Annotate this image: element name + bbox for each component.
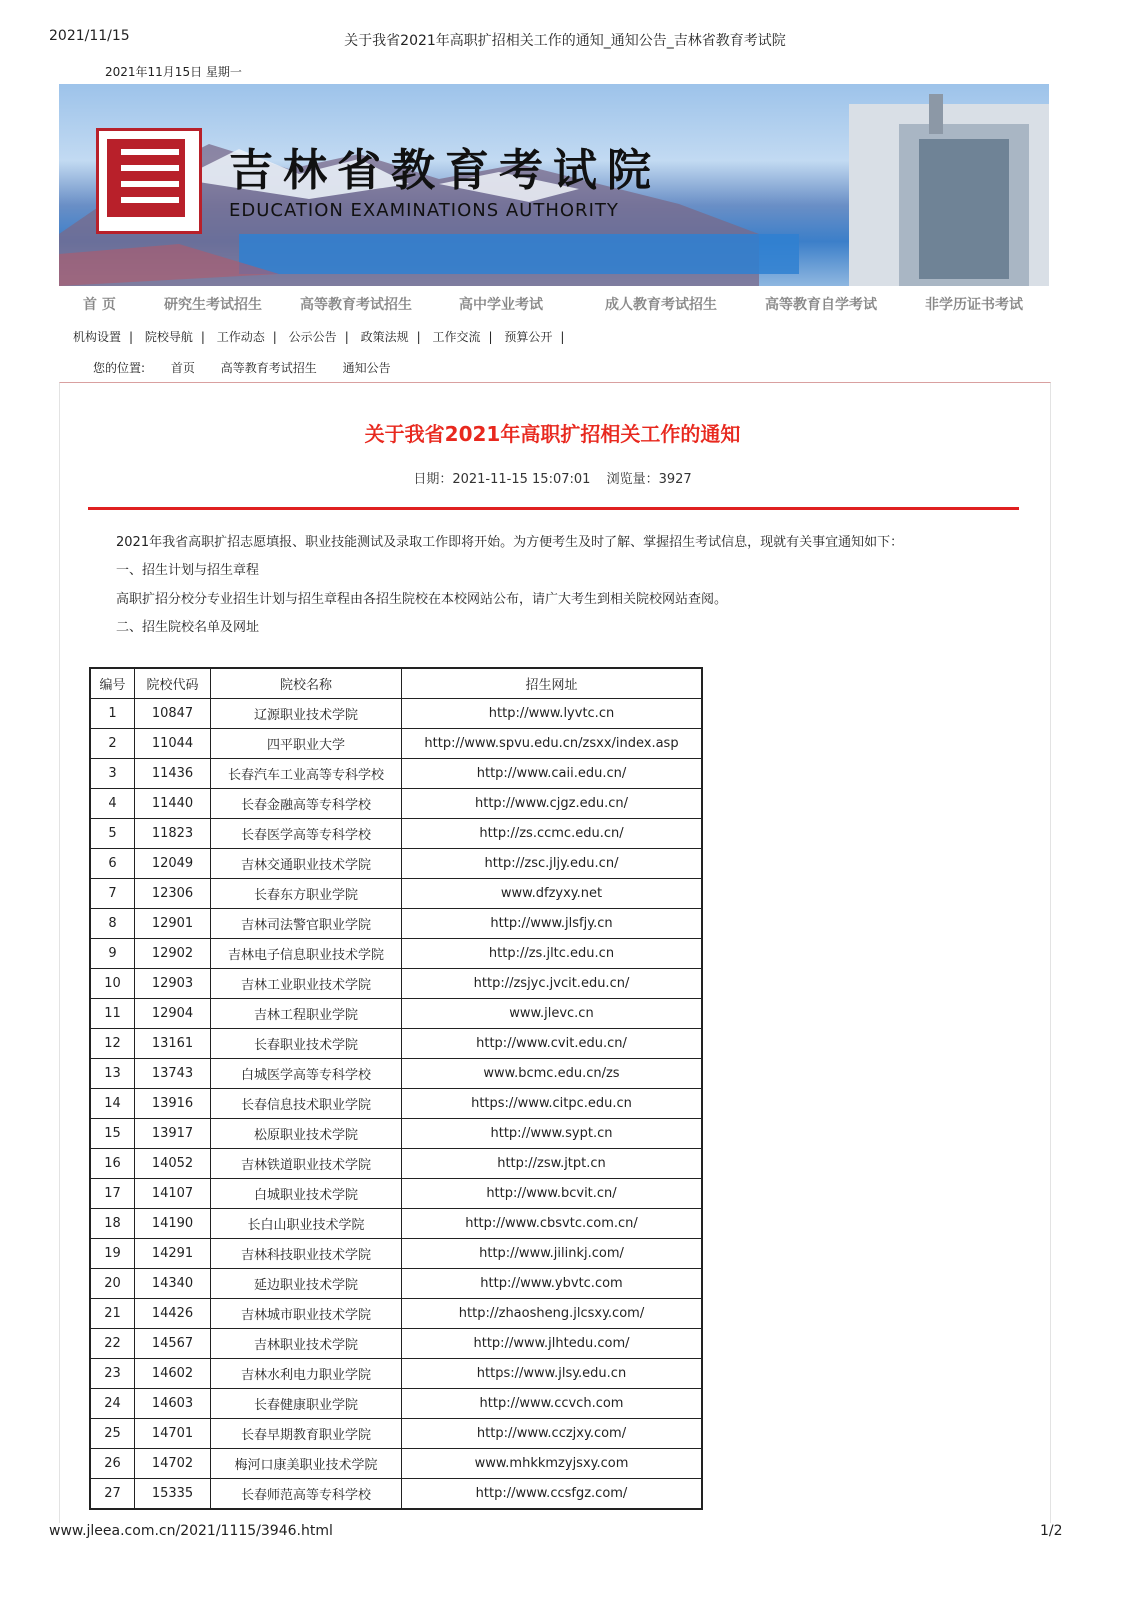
table-row <box>90 1269 702 1299</box>
cell-number: 12 <box>90 1029 135 1059</box>
cell-website[interactable]: http://zs.ccmc.edu.cn/ <box>402 819 703 849</box>
cell-code: 13917 <box>135 1119 211 1149</box>
cell-website[interactable]: http://www.cczjxy.com/ <box>402 1419 703 1449</box>
article-heading-1: 一、招生计划与招生章程 <box>116 563 260 578</box>
cell-school-name: 吉林司法警官职业学院 <box>211 909 402 939</box>
cell-number: 22 <box>90 1329 135 1359</box>
cell-code: 12903 <box>135 969 211 999</box>
subnav-news[interactable]: 工作动态 <box>216 330 265 344</box>
cell-website[interactable]: www.bcmc.edu.cn/zs <box>402 1059 703 1089</box>
cell-number: 27 <box>90 1479 135 1510</box>
cell-code: 11436 <box>135 759 211 789</box>
cell-website[interactable]: www.dfzyxy.net <box>402 879 703 909</box>
cell-website[interactable]: www.jlevc.cn <box>402 999 703 1029</box>
table-row <box>90 1389 702 1419</box>
cell-number: 2 <box>90 729 135 759</box>
cell-number: 6 <box>90 849 135 879</box>
cell-number: 13 <box>90 1059 135 1089</box>
table-row <box>90 789 702 819</box>
cell-school-name: 四平职业大学 <box>211 729 402 759</box>
site-english-name: EDUCATION EXAMINATIONS AUTHORITY <box>229 200 619 221</box>
breadcrumb-section[interactable]: 高等教育考试招生 <box>220 361 317 375</box>
table-row <box>90 1119 702 1149</box>
cell-number: 26 <box>90 1449 135 1479</box>
cell-number: 24 <box>90 1389 135 1419</box>
table-row <box>90 759 702 789</box>
nav-certificate[interactable]: 非学历证书考试 <box>925 297 1023 313</box>
cell-school-name: 吉林城市职业技术学院 <box>211 1299 402 1329</box>
cell-number: 21 <box>90 1299 135 1329</box>
table-row <box>90 1209 702 1239</box>
article-title: 关于我省2021年高职扩招相关工作的通知 <box>364 422 741 446</box>
cell-school-name: 吉林水利电力职业学院 <box>211 1359 402 1389</box>
cell-code: 14052 <box>135 1149 211 1179</box>
cell-website[interactable]: www.mhkkmzyjsxy.com <box>402 1449 703 1479</box>
table-row <box>90 849 702 879</box>
table-row <box>90 1419 702 1449</box>
nav-adult-education[interactable]: 成人教育考试招生 <box>605 297 717 313</box>
header-code: 院校代码 <box>135 668 211 699</box>
cell-code: 14702 <box>135 1449 211 1479</box>
cell-code: 12306 <box>135 879 211 909</box>
cell-website[interactable]: http://www.ccsfgz.com/ <box>402 1479 703 1510</box>
cell-number: 17 <box>90 1179 135 1209</box>
cell-school-name: 松原职业技术学院 <box>211 1119 402 1149</box>
print-footer-url: www.jleea.com.cn/2021/1115/3946.html <box>49 1523 333 1539</box>
print-date: 2021/11/15 <box>49 28 130 44</box>
cell-code: 13743 <box>135 1059 211 1089</box>
cell-school-name: 长春信息技术职业学院 <box>211 1089 402 1119</box>
cell-school-name: 长春汽车工业高等专科学校 <box>211 759 402 789</box>
cell-code: 13916 <box>135 1089 211 1119</box>
current-date: 2021年11月15日 星期一 <box>105 65 242 79</box>
cell-number: 7 <box>90 879 135 909</box>
cell-website[interactable]: http://www.lyvtc.cn <box>402 699 703 729</box>
cell-code: 13161 <box>135 1029 211 1059</box>
cell-code: 14701 <box>135 1419 211 1449</box>
site-logo[interactable] <box>96 128 202 234</box>
article-paragraph: 高职扩招分校分专业招生计划与招生章程由各招生院校在本校网站公布，请广大考生到相关院校网站查阅。 <box>116 592 728 607</box>
cell-number: 23 <box>90 1359 135 1389</box>
cell-school-name: 吉林铁道职业技术学院 <box>211 1149 402 1179</box>
cell-website[interactable]: http://www.jlhtedu.com/ <box>402 1329 703 1359</box>
cell-website[interactable]: http://zsw.jtpt.cn <box>402 1149 703 1179</box>
cell-website[interactable]: http://zs.jltc.edu.cn <box>402 939 703 969</box>
table-header-row <box>90 668 702 699</box>
cell-number: 8 <box>90 909 135 939</box>
cell-number: 25 <box>90 1419 135 1449</box>
article-paragraph: 2021年我省高职扩招志愿填报、职业技能测试及录取工作即将开始。为方便考生及时了解、掌握招生考试信息，现就有关事宜通知如下： <box>116 535 904 550</box>
cell-school-name: 长春职业技术学院 <box>211 1029 402 1059</box>
cell-website[interactable]: http://zsjyc.jvcit.edu.cn/ <box>402 969 703 999</box>
cell-school-name: 辽源职业技术学院 <box>211 699 402 729</box>
article-views: 浏览量：3927 <box>606 472 692 487</box>
cell-website[interactable]: http://www.spvu.edu.cn/zsxx/index.asp <box>402 729 703 759</box>
subnav-organization[interactable]: 机构设置 <box>73 330 122 344</box>
cell-website[interactable]: http://www.jlsfjy.cn <box>402 909 703 939</box>
table-row <box>90 1479 702 1510</box>
subnav-schools[interactable]: 院校导航 <box>144 330 193 344</box>
cell-code: 12901 <box>135 909 211 939</box>
print-page-title: 关于我省2021年高职扩招相关工作的通知_通知公告_吉林省教育考试院 <box>344 33 786 49</box>
cell-school-name: 吉林工业职业技术学院 <box>211 969 402 999</box>
cell-number: 19 <box>90 1239 135 1269</box>
cell-website[interactable]: http://www.cbsvtc.com.cn/ <box>402 1209 703 1239</box>
cell-code: 14426 <box>135 1299 211 1329</box>
cell-website[interactable]: http://www.bcvit.cn/ <box>402 1179 703 1209</box>
cell-website[interactable]: http://www.cjgz.edu.cn/ <box>402 789 703 819</box>
cell-code: 15335 <box>135 1479 211 1510</box>
breadcrumb-home[interactable]: 首页 <box>170 361 195 375</box>
cell-school-name: 吉林工程职业学院 <box>211 999 402 1029</box>
breadcrumb <box>93 359 413 376</box>
schools-table <box>89 667 703 1510</box>
cell-website[interactable]: http://www.cvit.edu.cn/ <box>402 1029 703 1059</box>
table-row <box>90 699 702 729</box>
cell-code: 11044 <box>135 729 211 759</box>
cell-school-name: 长春健康职业学院 <box>211 1389 402 1419</box>
cell-school-name: 长春东方职业学院 <box>211 879 402 909</box>
cell-website[interactable]: http://www.caii.edu.cn/ <box>402 759 703 789</box>
cell-number: 5 <box>90 819 135 849</box>
cell-code: 14190 <box>135 1209 211 1239</box>
cell-code: 12904 <box>135 999 211 1029</box>
cell-code: 12049 <box>135 849 211 879</box>
article-meta <box>0 468 1105 487</box>
table-row <box>90 1239 702 1269</box>
cell-code: 14567 <box>135 1329 211 1359</box>
nav-self-study[interactable]: 高等教育自学考试 <box>765 297 877 313</box>
nav-home[interactable]: 首 页 <box>83 297 116 313</box>
cell-website[interactable]: http://zsc.jljy.edu.cn/ <box>402 849 703 879</box>
cell-school-name: 白城医学高等专科学校 <box>211 1059 402 1089</box>
table-row <box>90 1029 702 1059</box>
cell-school-name: 吉林科技职业技术学院 <box>211 1239 402 1269</box>
cell-school-name: 长白山职业技术学院 <box>211 1209 402 1239</box>
print-page-number: 1/2 <box>1040 1523 1063 1539</box>
secondary-nav: 机构设置 | 院校导航 | 工作动态 | 公示公告 | 政策法规 | 工作交流 | 预算公开 | <box>73 330 565 344</box>
cell-school-name: 延边职业技术学院 <box>211 1269 402 1299</box>
cell-number: 11 <box>90 999 135 1029</box>
subnav-policies[interactable]: 政策法规 <box>360 330 409 344</box>
header-school-name: 院校名称 <box>211 668 402 699</box>
cell-code: 12902 <box>135 939 211 969</box>
nav-high-school[interactable]: 高中学业考试 <box>459 297 543 313</box>
cell-code: 14107 <box>135 1179 211 1209</box>
cell-number: 20 <box>90 1269 135 1299</box>
cell-number: 1 <box>90 699 135 729</box>
table-row <box>90 999 702 1029</box>
table-row <box>90 939 702 969</box>
cell-school-name: 吉林交通职业技术学院 <box>211 849 402 879</box>
header-website: 招生网址 <box>402 668 703 699</box>
cell-code: 14603 <box>135 1389 211 1419</box>
cell-school-name: 吉林职业技术学院 <box>211 1329 402 1359</box>
cell-school-name: 长春师范高等专科学校 <box>211 1479 402 1510</box>
table-row <box>90 879 702 909</box>
cell-number: 9 <box>90 939 135 969</box>
article-date: 日期：2021-11-15 15:07:01 <box>413 472 591 487</box>
nav-higher-education[interactable]: 高等教育考试招生 <box>300 297 412 313</box>
cell-code: 14602 <box>135 1359 211 1389</box>
table-row <box>90 1299 702 1329</box>
cell-code: 14291 <box>135 1239 211 1269</box>
cell-school-name: 长春医学高等专科学校 <box>211 819 402 849</box>
table-row <box>90 1179 702 1209</box>
table-row <box>90 909 702 939</box>
header-number: 编号 <box>90 668 135 699</box>
site-banner <box>59 84 1049 286</box>
table-row <box>90 1449 702 1479</box>
cell-number: 10 <box>90 969 135 999</box>
cell-code: 11823 <box>135 819 211 849</box>
table-row <box>90 819 702 849</box>
cell-number: 18 <box>90 1209 135 1239</box>
cell-number: 14 <box>90 1089 135 1119</box>
cell-code: 10847 <box>135 699 211 729</box>
cell-website[interactable]: http://www.jilinkj.com/ <box>402 1239 703 1269</box>
title-divider <box>88 507 1019 510</box>
cell-website[interactable]: http://zhaosheng.jlcsxy.com/ <box>402 1299 703 1329</box>
breadcrumb-category[interactable]: 通知公告 <box>342 361 391 375</box>
cell-website[interactable]: http://www.ybvtc.com <box>402 1269 703 1299</box>
subnav-budget[interactable]: 预算公开 <box>504 330 553 344</box>
table-row <box>90 969 702 999</box>
cell-school-name: 白城职业技术学院 <box>211 1179 402 1209</box>
cell-website[interactable]: http://www.sypt.cn <box>402 1119 703 1149</box>
subnav-exchange[interactable]: 工作交流 <box>432 330 481 344</box>
cell-number: 4 <box>90 789 135 819</box>
table-row <box>90 729 702 759</box>
article-heading-2: 二、招生院校名单及网址 <box>116 620 260 635</box>
breadcrumb-label: 您的位置: <box>93 361 146 375</box>
cell-school-name: 长春早期教育职业学院 <box>211 1419 402 1449</box>
site-name: 吉林省教育考试院 <box>229 145 661 196</box>
table-row <box>90 1089 702 1119</box>
table-row <box>90 1359 702 1389</box>
cell-code: 14340 <box>135 1269 211 1299</box>
table-row <box>90 1329 702 1359</box>
cell-number: 16 <box>90 1149 135 1179</box>
table-row <box>90 1149 702 1179</box>
cell-school-name: 吉林电子信息职业技术学院 <box>211 939 402 969</box>
cell-school-name: 梅河口康美职业技术学院 <box>211 1449 402 1479</box>
cell-number: 3 <box>90 759 135 789</box>
cell-school-name: 长春金融高等专科学校 <box>211 789 402 819</box>
cell-website[interactable]: https://www.jlsy.edu.cn <box>402 1359 703 1389</box>
cell-website[interactable]: http://www.ccvch.com <box>402 1389 703 1419</box>
primary-nav <box>59 294 1049 314</box>
subnav-announcements[interactable]: 公示公告 <box>288 330 337 344</box>
nav-graduate[interactable]: 研究生考试招生 <box>164 297 262 313</box>
cell-number: 15 <box>90 1119 135 1149</box>
table-row <box>90 1059 702 1089</box>
cell-code: 11440 <box>135 789 211 819</box>
cell-website[interactable]: https://www.citpc.edu.cn <box>402 1089 703 1119</box>
